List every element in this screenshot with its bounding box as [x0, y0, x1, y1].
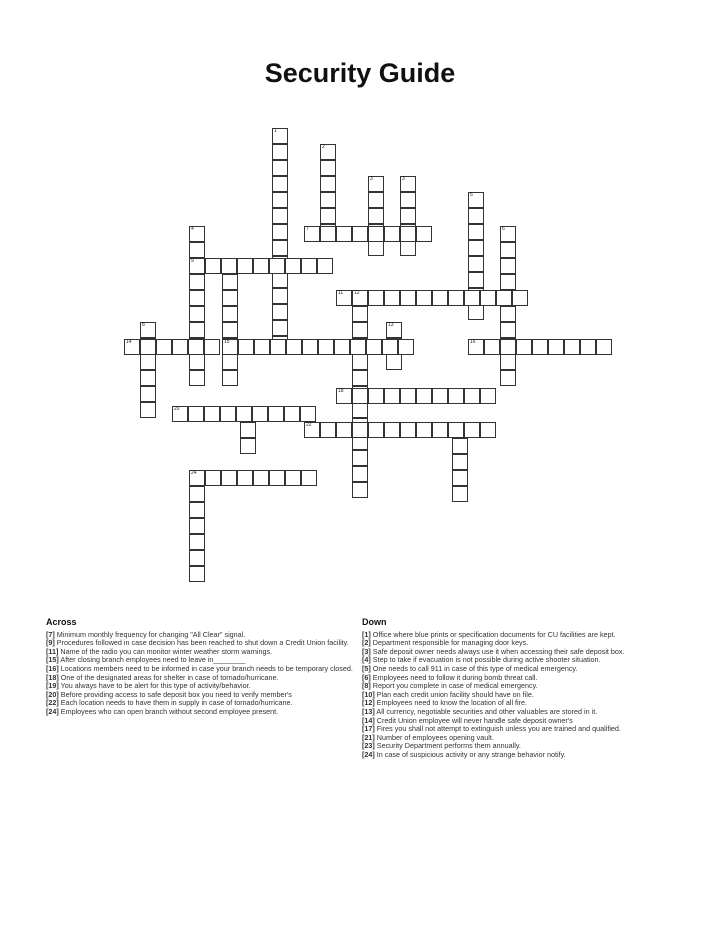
- grid-cell[interactable]: [384, 422, 400, 438]
- grid-cell[interactable]: [285, 470, 301, 486]
- grid-cell[interactable]: [500, 242, 516, 258]
- grid-cell[interactable]: [480, 422, 496, 438]
- grid-cell[interactable]: [464, 388, 480, 404]
- grid-cell[interactable]: [416, 290, 432, 306]
- grid-cell[interactable]: [352, 402, 368, 418]
- grid-cell[interactable]: [398, 339, 414, 355]
- across-clues: [46, 618, 362, 717]
- grid-cell[interactable]: [468, 272, 484, 288]
- grid-cell[interactable]: [352, 354, 368, 370]
- grid-cell[interactable]: [382, 339, 398, 355]
- grid-cell[interactable]: [512, 290, 528, 306]
- grid-cell[interactable]: [480, 388, 496, 404]
- grid-cell[interactable]: [272, 192, 288, 208]
- clue-number-label: 6: [502, 226, 505, 232]
- grid-cell[interactable]: [272, 144, 288, 160]
- clue-number: [18]: [46, 672, 59, 682]
- grid-cell[interactable]: [500, 339, 516, 355]
- grid-cell[interactable]: [204, 339, 220, 355]
- clue-number-label: 15: [224, 339, 230, 345]
- grid-cell[interactable]: [352, 388, 368, 404]
- clue-text: Employees need to know the location of all fire.: [374, 698, 528, 708]
- clue-text: Department responsible for managing door keys.: [370, 638, 529, 648]
- grid-cell[interactable]: [596, 339, 612, 355]
- grid-cell[interactable]: [416, 226, 432, 242]
- grid-cell[interactable]: [140, 322, 156, 338]
- grid-cell[interactable]: [532, 339, 548, 355]
- clue-number-label: 7: [306, 226, 309, 232]
- grid-cell[interactable]: [272, 272, 288, 288]
- clue-number-label: 14: [126, 339, 132, 345]
- clue-number-label: 4: [191, 226, 194, 232]
- clue-number-label: 16: [470, 339, 476, 345]
- grid-cell[interactable]: [452, 470, 468, 486]
- grid-cell[interactable]: [140, 354, 156, 370]
- clue-text: Report you complete in case of medical emergency.: [370, 681, 538, 691]
- grid-cell[interactable]: [400, 226, 416, 242]
- grid-cell[interactable]: [350, 339, 366, 355]
- grid-cell[interactable]: [236, 406, 252, 422]
- grid-cell[interactable]: [368, 176, 384, 192]
- clue-text: Before providing access to safe deposit box you need to verify member's: [58, 689, 292, 699]
- grid-cell[interactable]: [272, 240, 288, 256]
- grid-cell[interactable]: [452, 454, 468, 470]
- grid-cell[interactable]: [500, 226, 516, 242]
- grid-cell[interactable]: [516, 339, 532, 355]
- grid-cell[interactable]: [140, 402, 156, 418]
- grid-cell[interactable]: [318, 339, 334, 355]
- grid-cell[interactable]: [272, 288, 288, 304]
- grid-cell[interactable]: [320, 192, 336, 208]
- down-heading: Down: [362, 617, 387, 627]
- grid-cell[interactable]: [272, 128, 288, 144]
- grid-cell[interactable]: [400, 176, 416, 192]
- grid-cell[interactable]: [189, 322, 205, 338]
- clue-number: [15]: [46, 655, 59, 665]
- grid-cell[interactable]: [452, 486, 468, 502]
- clue-number: [14]: [362, 715, 375, 725]
- grid-cell[interactable]: [352, 290, 368, 306]
- grid-cell[interactable]: [268, 406, 284, 422]
- grid-cell[interactable]: [352, 322, 368, 338]
- clue-text: Procedures followed in case decision has been reached to shut down a Credit Union facility.: [54, 638, 349, 648]
- grid-cell[interactable]: [320, 176, 336, 192]
- clue-number: [24]: [362, 749, 375, 759]
- grid-cell[interactable]: [368, 388, 384, 404]
- grid-cell[interactable]: [301, 258, 317, 274]
- grid-cell[interactable]: [222, 339, 238, 355]
- grid-cell[interactable]: [189, 486, 205, 502]
- clue-number: [17]: [362, 724, 375, 734]
- clue-number: [6]: [362, 672, 371, 682]
- grid-cell[interactable]: [272, 208, 288, 224]
- clue-text: Number of employees opening vault.: [374, 732, 494, 742]
- grid-cell[interactable]: [284, 406, 300, 422]
- grid-cell[interactable]: [500, 274, 516, 290]
- grid-cell[interactable]: [304, 226, 320, 242]
- grid-cell[interactable]: [548, 339, 564, 355]
- grid-cell[interactable]: [368, 192, 384, 208]
- grid-cell[interactable]: [448, 388, 464, 404]
- grid-cell[interactable]: [205, 470, 221, 486]
- grid-cell[interactable]: [464, 290, 480, 306]
- grid-cell[interactable]: [172, 339, 188, 355]
- grid-cell[interactable]: [368, 240, 384, 256]
- clue-number: [1]: [362, 629, 371, 639]
- grid-cell[interactable]: [286, 339, 302, 355]
- grid-cell[interactable]: [253, 258, 269, 274]
- clue-number-label: 13: [388, 322, 394, 328]
- grid-cell[interactable]: [240, 438, 256, 454]
- grid-cell[interactable]: [140, 339, 156, 355]
- grid-cell[interactable]: [221, 258, 237, 274]
- clue-text: Minimum monthly frequency for changing "All Clear" signal.: [54, 629, 246, 639]
- grid-cell[interactable]: [189, 274, 205, 290]
- grid-cell[interactable]: [189, 370, 205, 386]
- clue-number: [20]: [46, 689, 59, 699]
- grid-cell[interactable]: [336, 226, 352, 242]
- grid-cell[interactable]: [222, 274, 238, 290]
- clue-number: [19]: [46, 681, 59, 691]
- grid-cell[interactable]: [468, 339, 484, 355]
- grid-cell[interactable]: [222, 322, 238, 338]
- grid-cell[interactable]: [468, 304, 484, 320]
- clue-number-label: 22: [306, 422, 312, 428]
- grid-cell[interactable]: [416, 422, 432, 438]
- grid-cell[interactable]: [432, 388, 448, 404]
- clue-text: You always have to be alert for this type of activity/behavior.: [58, 681, 251, 691]
- grid-cell[interactable]: [189, 354, 205, 370]
- grid-cell[interactable]: [384, 290, 400, 306]
- grid-cell[interactable]: [352, 226, 368, 242]
- grid-cell[interactable]: [564, 339, 580, 355]
- grid-cell[interactable]: [484, 339, 500, 355]
- clue-text: Step to take if evacuation is not possible during active shooter situation.: [370, 655, 601, 665]
- grid-cell[interactable]: [205, 258, 221, 274]
- grid-cell[interactable]: [172, 406, 188, 422]
- clue-text: Safe deposit owner needs always use it when accessing their safe deposit box.: [370, 646, 625, 656]
- clue-text: Each location needs to have them in supply in case of tornado/hurricane.: [58, 698, 293, 708]
- clue-number: [16]: [46, 663, 59, 673]
- grid-cell[interactable]: [416, 388, 432, 404]
- grid-cell[interactable]: [352, 450, 368, 466]
- grid-cell[interactable]: [301, 470, 317, 486]
- clue-text: Employees need to follow it during bomb threat call.: [370, 672, 538, 682]
- clue-number: [10]: [362, 689, 375, 699]
- grid-cell[interactable]: [272, 320, 288, 336]
- grid-cell[interactable]: [222, 290, 238, 306]
- grid-cell[interactable]: [220, 406, 236, 422]
- grid-cell[interactable]: [272, 304, 288, 320]
- clue-number-label: 8: [142, 322, 145, 328]
- grid-cell[interactable]: [320, 144, 336, 160]
- clue-number-label: 11: [338, 290, 344, 296]
- clue-number: [22]: [46, 698, 59, 708]
- grid-cell[interactable]: [448, 422, 464, 438]
- clue-number-label: 1: [274, 128, 277, 134]
- grid-cell[interactable]: [252, 406, 268, 422]
- grid-cell[interactable]: [189, 534, 205, 550]
- grid-cell[interactable]: [468, 192, 484, 208]
- clue-text: Plan each credit union facility should have on file.: [374, 689, 534, 699]
- grid-cell[interactable]: [269, 470, 285, 486]
- clue-text: One needs to call 911 in case of this type of medical emergency.: [370, 663, 578, 673]
- grid-cell[interactable]: [400, 208, 416, 224]
- grid-cell[interactable]: [400, 240, 416, 256]
- clue-number-label: 24: [191, 470, 197, 476]
- grid-cell[interactable]: [270, 339, 286, 355]
- grid-cell[interactable]: [272, 176, 288, 192]
- clue-text: One of the designated areas for shelter in case of tornado/hurricane.: [58, 672, 279, 682]
- grid-cell[interactable]: [368, 208, 384, 224]
- clue-text: After closing branch employees need to leave in________: [58, 655, 246, 665]
- clue-number: [23]: [362, 741, 375, 751]
- grid-cell[interactable]: [189, 290, 205, 306]
- clue-number: [7]: [46, 629, 55, 639]
- grid-cell[interactable]: [368, 226, 384, 242]
- grid-cell[interactable]: [468, 240, 484, 256]
- grid-cell[interactable]: [320, 160, 336, 176]
- grid-cell[interactable]: [400, 192, 416, 208]
- clue-number-label: 12: [354, 290, 360, 296]
- grid-cell[interactable]: [320, 226, 336, 242]
- grid-cell[interactable]: [352, 422, 368, 438]
- grid-cell[interactable]: [189, 518, 205, 534]
- clue-number-label: 2: [322, 144, 325, 150]
- grid-cell[interactable]: [269, 258, 285, 274]
- grid-cell[interactable]: [189, 306, 205, 322]
- grid-cell[interactable]: [384, 388, 400, 404]
- grid-cell[interactable]: [336, 422, 352, 438]
- clue-text: In case of suspicious activity or any strange behavior notify.: [374, 749, 566, 759]
- grid-cell[interactable]: [480, 290, 496, 306]
- grid-cell[interactable]: [189, 226, 205, 242]
- down-clue-list: [362, 631, 666, 760]
- grid-cell[interactable]: [336, 290, 352, 306]
- clue-number: [11]: [46, 646, 59, 656]
- clue-text: Locations members need to be informed in case your branch needs to be temporary closed.: [58, 663, 353, 673]
- grid-cell[interactable]: [400, 422, 416, 438]
- grid-cell[interactable]: [240, 422, 256, 438]
- grid-cell[interactable]: [237, 258, 253, 274]
- clue-number: [12]: [362, 698, 375, 708]
- clue-text: Fires you shall not attempt to extinguish unless you are trained and qualified.: [374, 724, 621, 734]
- grid-cell[interactable]: [400, 290, 416, 306]
- grid-cell[interactable]: [468, 208, 484, 224]
- grid-cell[interactable]: [432, 422, 448, 438]
- grid-cell[interactable]: [386, 354, 402, 370]
- puzzle-title: Security Guide: [264, 58, 456, 88]
- grid-cell[interactable]: [366, 339, 382, 355]
- grid-cell[interactable]: [580, 339, 596, 355]
- grid-cell[interactable]: [432, 290, 448, 306]
- grid-cell[interactable]: [500, 354, 516, 370]
- clue-number: [5]: [362, 663, 371, 673]
- grid-cell[interactable]: [452, 438, 468, 454]
- clue-number-label: 3: [370, 176, 373, 182]
- grid-cell[interactable]: [204, 406, 220, 422]
- grid-cell[interactable]: [221, 470, 237, 486]
- clue-text: Credit Union employee will never handle safe deposit owner's: [374, 715, 573, 725]
- across-clue-list: [46, 631, 362, 717]
- grid-cell[interactable]: [352, 370, 368, 386]
- grid-cell[interactable]: [188, 339, 204, 355]
- grid-cell[interactable]: [386, 322, 402, 338]
- clue-number: [2]: [362, 638, 371, 648]
- grid-cell[interactable]: [188, 406, 204, 422]
- clue-text: Employees who can open branch without second employee present.: [58, 706, 279, 716]
- grid-cell[interactable]: [253, 470, 269, 486]
- grid-cell[interactable]: [156, 339, 172, 355]
- clue-number: [13]: [362, 706, 375, 716]
- grid-cell[interactable]: [448, 290, 464, 306]
- grid-cell[interactable]: [237, 470, 253, 486]
- grid-cell[interactable]: [254, 339, 270, 355]
- grid-cell[interactable]: [352, 466, 368, 482]
- grid-cell[interactable]: [189, 258, 205, 274]
- grid-cell[interactable]: [222, 354, 238, 370]
- grid-cell[interactable]: [336, 388, 352, 404]
- grid-cell[interactable]: [320, 422, 336, 438]
- grid-cell[interactable]: [468, 224, 484, 240]
- grid-cell[interactable]: [140, 370, 156, 386]
- clue-text: Office where blue prints or specification documents for CU facilities are kept.: [370, 629, 616, 639]
- clue-number: [3]: [362, 646, 371, 656]
- grid-cell[interactable]: [334, 339, 350, 355]
- across-clue: [46, 708, 362, 717]
- grid-cell[interactable]: [222, 306, 238, 322]
- grid-cell[interactable]: [352, 306, 368, 322]
- clue-text: Security Department performs them annually.: [374, 741, 521, 751]
- grid-cell[interactable]: [384, 226, 400, 242]
- grid-cell[interactable]: [222, 370, 238, 386]
- grid-cell[interactable]: [468, 256, 484, 272]
- clue-number-label: 20: [174, 406, 180, 412]
- grid-cell[interactable]: [189, 470, 205, 486]
- clue-text: All currency, negotiable securities and other valuables are stored in it.: [374, 706, 598, 716]
- clue-number: [8]: [362, 681, 371, 691]
- grid-cell[interactable]: [304, 422, 320, 438]
- grid-cell[interactable]: [124, 339, 140, 355]
- grid-cell[interactable]: [189, 566, 205, 582]
- grid-cell[interactable]: [302, 339, 318, 355]
- clue-text: Name of the radio you can monitor winter weather storm warnings.: [58, 646, 273, 656]
- grid-cell[interactable]: [189, 550, 205, 566]
- clue-number-label: 18: [338, 388, 344, 394]
- grid-cell[interactable]: [285, 258, 301, 274]
- grid-cell[interactable]: [272, 160, 288, 176]
- grid-cell[interactable]: [352, 482, 368, 498]
- grid-cell[interactable]: [272, 224, 288, 240]
- clue-number-label: 3: [402, 176, 405, 182]
- grid-cell[interactable]: [320, 208, 336, 224]
- grid-cell[interactable]: [238, 339, 254, 355]
- across-heading: Across: [46, 617, 77, 627]
- grid-cell[interactable]: [189, 242, 205, 258]
- grid-cell[interactable]: [500, 370, 516, 386]
- clue-number: [21]: [362, 732, 375, 742]
- grid-cell[interactable]: [400, 388, 416, 404]
- clue-number: [4]: [362, 655, 371, 665]
- grid-cell[interactable]: [500, 306, 516, 322]
- clue-number: [24]: [46, 706, 59, 716]
- down-clue: [362, 751, 666, 760]
- grid-cell[interactable]: [500, 322, 516, 338]
- grid-cell[interactable]: [496, 290, 512, 306]
- grid-cell[interactable]: [464, 422, 480, 438]
- clue-number-label: 5: [470, 192, 473, 198]
- grid-cell[interactable]: [317, 258, 333, 274]
- clue-number: [9]: [46, 638, 55, 648]
- down-clues: [362, 618, 666, 760]
- grid-cell[interactable]: [300, 406, 316, 422]
- grid-cell[interactable]: [368, 422, 384, 438]
- grid-cell[interactable]: [189, 502, 205, 518]
- grid-cell[interactable]: [368, 290, 384, 306]
- clue-number-label: 9: [191, 258, 194, 264]
- grid-cell[interactable]: [140, 386, 156, 402]
- grid-cell[interactable]: [500, 258, 516, 274]
